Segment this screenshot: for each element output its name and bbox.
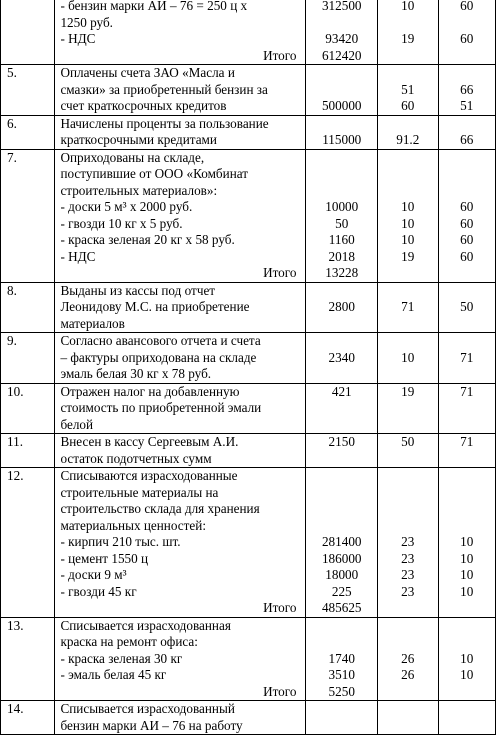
amount-value [306,316,377,333]
total-label: Итого [263,600,297,615]
credit-account [439,166,495,183]
amount-value-cell [306,149,378,282]
credit-account: 10 [460,567,474,582]
credit-account [439,718,495,735]
description-line: бензин марки АИ – 76 на работу [60,717,243,733]
total-label: Итого [263,683,297,699]
credit-account: 60 [460,215,474,231]
entry-description-cell [55,65,306,116]
entry-description-cell [55,115,306,149]
amount-value: 2800 [328,299,355,314]
credit-account: 66 [460,81,474,97]
description-line: - кирпич 210 тыс. шт. [60,534,181,549]
amount-value: 5250 [328,683,355,699]
description-line: - эмаль белая 45 кг [60,667,167,682]
entry-number: 14. [7,701,24,716]
description-line: Леонидову М.С. на приобретение [60,299,250,314]
description-line: - краска зеленая 30 кг [60,650,183,666]
credit-account: 71 [460,349,474,365]
amount-value: 50 [335,215,349,231]
amount-value [306,82,377,99]
credit-account [439,48,495,65]
entry-description-cell [55,149,306,282]
table-row [1,701,496,735]
debit-account: 19 [401,31,415,46]
credit-account [439,366,495,383]
entry-number: 7. [7,149,17,165]
amount-value: 115000 [322,132,362,147]
credit-account [439,116,495,133]
credit-account [439,283,495,300]
entry-description-cell [55,468,306,618]
entry-description-cell [55,383,306,434]
description-line: стоимость по приобретенной эмали [60,400,262,415]
entry-number: 13. [7,617,24,633]
debit-account: 19 [401,383,415,399]
debit-account [378,618,437,635]
description-line: краткосрочными кредитами [60,132,217,147]
credit-account-cell [438,282,495,333]
entry-number-cell [1,468,55,618]
description-line: 1250 руб. [60,14,113,30]
credit-account [439,518,495,535]
table-row [1,617,496,701]
amount-value: 312500 [321,0,362,13]
amount-value: 2150 [328,434,355,449]
credit-account: 51 [460,98,474,113]
total-label: Итого [263,47,297,63]
debit-account: 10 [401,349,415,365]
description-line: Списывается израсходованная [60,617,231,633]
description-line: счет краткосрочных кредитов [60,98,227,113]
amount-value [306,333,377,350]
debit-account: 10 [401,199,415,214]
description-line: Списывается израсходованный [60,701,235,716]
description-line: материалов [60,315,125,331]
amount-value [306,116,377,133]
debit-account [378,116,437,133]
debit-account [378,265,437,282]
amount-value-cell [306,333,378,384]
debit-account: 51 [401,81,415,97]
debit-account [378,166,437,183]
entry-number: 5. [7,65,17,80]
debit-account [378,701,437,718]
credit-account [439,183,495,200]
amount-value [306,451,377,468]
description-line: материальных ценностей: [60,517,206,533]
debit-account: 23 [401,534,415,549]
amount-value-cell [306,282,378,333]
credit-account [439,600,495,617]
debit-account: 91.2 [396,132,420,147]
debit-account: 26 [401,650,415,666]
amount-value [306,150,377,167]
debit-account-cell [378,0,438,65]
amount-value [306,183,377,200]
credit-account-cell [438,115,495,149]
credit-account [439,15,495,32]
debit-account [378,684,437,701]
description-line: - гвозди 45 кг [60,583,137,599]
credit-account [439,634,495,651]
description-line: - краска зеленая 20 кг х 58 руб. [60,232,235,247]
entry-number: 8. [7,282,17,298]
amount-value [306,417,377,434]
amount-value [306,718,377,735]
table-row [1,434,496,468]
description-line: - НДС [60,248,96,264]
amount-value-cell [306,434,378,468]
description-line: краска на ремонт офиса: [60,634,198,649]
description-line: - доски 5 м³ х 2000 руб. [60,199,193,214]
debit-account [378,485,437,502]
description-line: Оприходованы на складе, [60,149,205,165]
amount-value: 1740 [328,650,355,666]
entry-description-cell [55,434,306,468]
debit-account-cell [378,333,438,384]
debit-account [378,333,437,350]
description-line: - доски 9 м³ [60,567,127,582]
entry-number: 11. [7,434,23,449]
amount-value: 10000 [325,199,359,214]
entry-number-cell [1,65,55,116]
credit-account [439,417,495,434]
credit-account [439,265,495,282]
amount-value [306,485,377,502]
table-row [1,282,496,333]
debit-account [378,468,437,485]
debit-account-cell [378,65,438,116]
entry-number-cell [1,0,55,65]
credit-account: 71 [460,383,474,399]
description-line: - бензин марки АИ – 76 = 250 ц х [60,0,248,13]
amount-value: 421 [331,383,352,399]
amount-value [306,65,377,82]
amount-value-cell [306,115,378,149]
debit-account: 23 [401,550,415,566]
description-line: Отражен налог на добавленную [60,383,240,399]
amount-value: 186000 [321,550,362,566]
entry-number-cell [1,282,55,333]
amount-value: 612420 [321,47,362,63]
entry-number-cell [1,333,55,384]
debit-account [378,400,437,417]
credit-account: 60 [460,232,474,247]
table-row [1,149,496,282]
debit-account [378,417,437,434]
credit-account-cell [438,333,495,384]
debit-account: 50 [401,434,415,449]
description-line: Выданы из кассы под отчет [60,282,216,298]
debit-account-cell [378,282,438,333]
entry-description-cell [55,617,306,701]
credit-account: 66 [460,132,474,147]
description-line: смазки» за приобретенный бензин за [60,81,268,97]
description-line: – фактуры оприходована на складе [60,349,257,365]
amount-value: 281400 [321,534,362,549]
debit-account [378,48,437,65]
credit-account: 10 [460,550,474,566]
amount-value-cell [306,617,378,701]
amount-value [306,618,377,635]
description-line: Начислены проценты за пользование [60,115,269,131]
credit-account-cell [438,149,495,282]
credit-account [439,333,495,350]
credit-account [439,618,495,635]
description-line: - цемент 1550 ц [60,550,149,566]
credit-account [439,485,495,502]
entry-number: 6. [7,115,17,131]
debit-account: 23 [401,583,415,599]
amount-value [306,400,377,417]
entry-description-cell [55,0,306,65]
credit-account: 60 [460,248,474,264]
credit-account [439,400,495,417]
debit-account [378,501,437,518]
debit-account: 23 [401,567,415,582]
amount-value: 485625 [321,600,362,615]
description-line: строительство склада для хранения [60,501,260,516]
debit-account [378,600,437,617]
entry-number: 12. [7,468,24,483]
debit-account [378,183,437,200]
amount-value: 93420 [325,31,359,46]
credit-account-cell [438,383,495,434]
credit-account-cell [438,434,495,468]
amount-value [306,518,377,535]
amount-value-cell [306,383,378,434]
amount-value [306,366,377,383]
debit-account-cell [378,617,438,701]
debit-account: 10 [401,232,415,247]
debit-account: 26 [401,667,415,682]
description-line: - НДС [60,31,96,46]
debit-account: 10 [401,215,415,231]
credit-account: 71 [460,434,474,449]
amount-value-cell [306,65,378,116]
credit-account-cell [438,617,495,701]
description-line: строительных материалов»: [60,182,218,198]
description-line: Оплачены счета ЗАО «Масла и [60,65,235,80]
amount-value: 3510 [328,667,355,682]
table-row [1,383,496,434]
credit-account: 50 [460,299,474,314]
table-row [1,65,496,116]
debit-account: 60 [401,98,415,113]
entry-number-cell [1,701,55,735]
description-line: строительные материалы на [60,484,219,500]
debit-account [378,283,437,300]
total-label: Итого [263,265,297,280]
debit-account-cell [378,115,438,149]
credit-account [439,150,495,167]
credit-account-cell [438,468,495,618]
amount-value-cell [306,0,378,65]
description-line: эмаль белая 30 кг х 78 руб. [60,366,212,381]
description-line: - гвозди 10 кг х 5 руб. [60,215,183,231]
entry-number [7,0,51,15]
table-row [1,333,496,384]
entry-number: 9. [7,333,17,348]
credit-account: 10 [460,650,474,666]
credit-account: 10 [460,667,474,682]
amount-value-cell [306,701,378,735]
amount-value [306,15,377,32]
debit-account [378,316,437,333]
credit-account [439,65,495,82]
entry-number-cell [1,617,55,701]
amount-value [306,501,377,518]
description-line: Согласно авансового отчета и счета [60,333,261,348]
amount-value: 225 [331,583,352,599]
debit-account [378,718,437,735]
amount-value [306,166,377,183]
credit-account [439,701,495,718]
amount-value: 13228 [325,265,359,280]
credit-account: 10 [460,583,474,599]
debit-account: 10 [401,0,415,13]
credit-account [439,501,495,518]
debit-account: 19 [401,248,415,264]
credit-account [439,451,495,468]
credit-account [439,684,495,701]
amount-value: 1160 [328,232,355,247]
amount-value: 2340 [328,349,355,365]
credit-account [439,468,495,485]
debit-account [378,65,437,82]
credit-account-cell [438,0,495,65]
debit-account [378,634,437,651]
credit-account: 60 [460,0,474,13]
entry-number-cell [1,149,55,282]
debit-account [378,366,437,383]
table-row [1,0,496,65]
entry-description-cell [55,282,306,333]
amount-value-cell [306,468,378,618]
amount-value [306,468,377,485]
entry-description-cell [55,333,306,384]
debit-account [378,451,437,468]
debit-account-cell [378,383,438,434]
amount-value [306,283,377,300]
debit-account-cell [378,149,438,282]
debit-account: 71 [401,299,415,314]
amount-value: 2018 [328,248,355,264]
debit-account-cell [378,434,438,468]
description-line: поступившие от ООО «Комбинат [60,166,249,181]
amount-value: 18000 [325,567,359,582]
debit-account-cell [378,468,438,618]
debit-account [378,15,437,32]
credit-account-cell [438,65,495,116]
description-line: белой [60,416,94,432]
debit-account-cell [378,701,438,735]
amount-value: 500000 [321,98,362,113]
debit-account [378,150,437,167]
credit-account [439,316,495,333]
description-line: Списываются израсходованные [60,468,238,483]
credit-account: 10 [460,534,474,549]
entry-number: 10. [7,383,24,399]
credit-account-cell [438,701,495,735]
entry-number-cell [1,115,55,149]
entry-number-cell [1,434,55,468]
description-line: Внесен в кассу Сергеевым А.И. [60,434,239,449]
table-row [1,115,496,149]
amount-value [306,634,377,651]
amount-value [306,701,377,718]
entry-description-cell [55,701,306,735]
credit-account: 60 [460,199,474,214]
description-line: остаток подотчетных сумм [60,450,212,466]
debit-account [378,518,437,535]
entry-number-cell [1,383,55,434]
table-row [1,468,496,618]
credit-account: 60 [460,31,474,46]
